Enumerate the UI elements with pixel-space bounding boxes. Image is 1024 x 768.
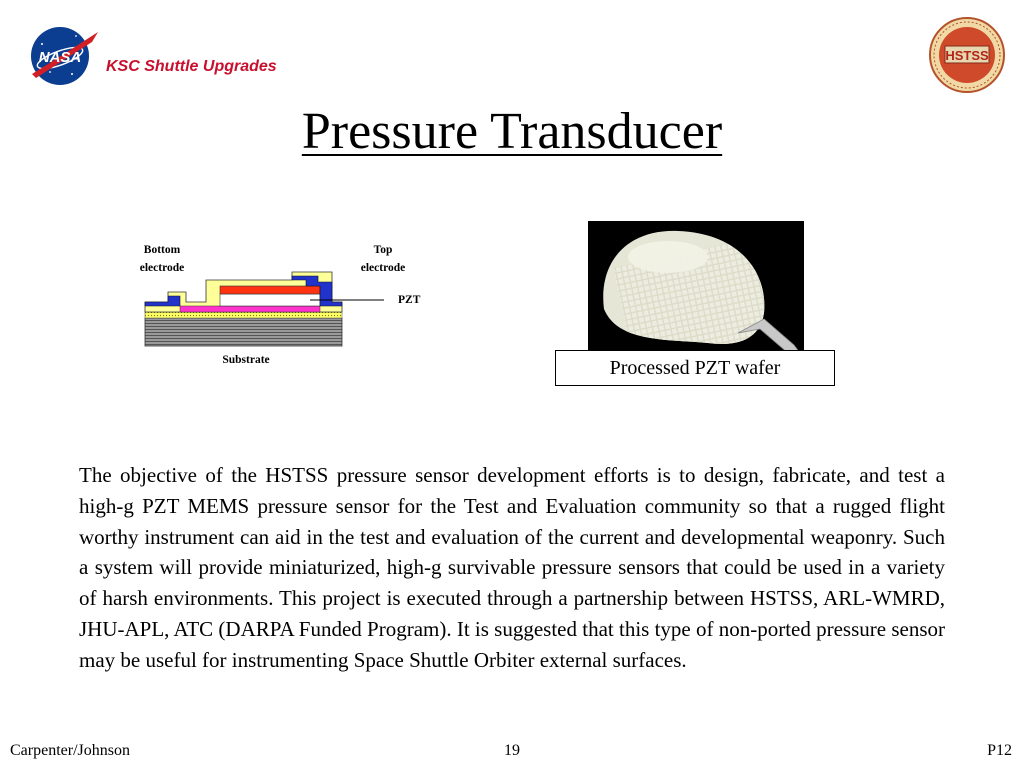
sensor-cross-section-diagram bbox=[120, 236, 440, 372]
bottom-electrode-layer bbox=[180, 306, 320, 312]
nasa-logo-text: NASA bbox=[38, 49, 82, 66]
label-substrate: Substrate bbox=[222, 354, 270, 366]
label-bottom-line1: Bottom bbox=[143, 244, 181, 256]
hstss-logo bbox=[928, 16, 1006, 94]
bottom-electrode-contact bbox=[145, 296, 180, 306]
footer-author: Carpenter/Johnson bbox=[10, 742, 130, 759]
label-pzt: PZT bbox=[398, 294, 421, 306]
label-bottom-line2: electrode bbox=[139, 262, 185, 274]
label-top-line2: electrode bbox=[360, 262, 406, 274]
top-electrode-layer bbox=[220, 286, 320, 294]
wafer-photo bbox=[588, 221, 804, 353]
hstss-logo-text: HSTSS bbox=[945, 48, 989, 63]
slide-title: Pressure Transducer bbox=[301, 103, 723, 160]
buffer-layer bbox=[145, 312, 342, 318]
pzt-layer bbox=[220, 294, 320, 306]
nasa-logo bbox=[28, 24, 100, 88]
header-org-label: KSC Shuttle Upgrades bbox=[106, 58, 277, 75]
wafer-caption: Processed PZT wafer bbox=[555, 350, 835, 386]
substrate-layer bbox=[145, 318, 342, 346]
footer-slide-code: P12 bbox=[987, 742, 1012, 759]
footer-page-number: 19 bbox=[504, 742, 520, 759]
label-top-line1: Top bbox=[373, 244, 393, 256]
body-paragraph: The objective of the HSTSS pressure sensor development efforts is to design, fabricate, and test a high-g PZT MEMS pressure sensor for the Test and Evaluation community so that a rugged flight worthy instrument can aid in the test and evaluation of the current and developmental weaponry. Such a system will provide miniaturized, high-g survivable pressure sensors that could be used in a variety of harsh environments. This project is executed through a partnership between HSTSS, ARL-WMRD, JHU-APL, ATC (DARPA Funded Program). It is suggested that this type of non-ported pressure sensor may be useful for instrumenting Space Shuttle Orbiter external surfaces. bbox=[79, 463, 945, 672]
